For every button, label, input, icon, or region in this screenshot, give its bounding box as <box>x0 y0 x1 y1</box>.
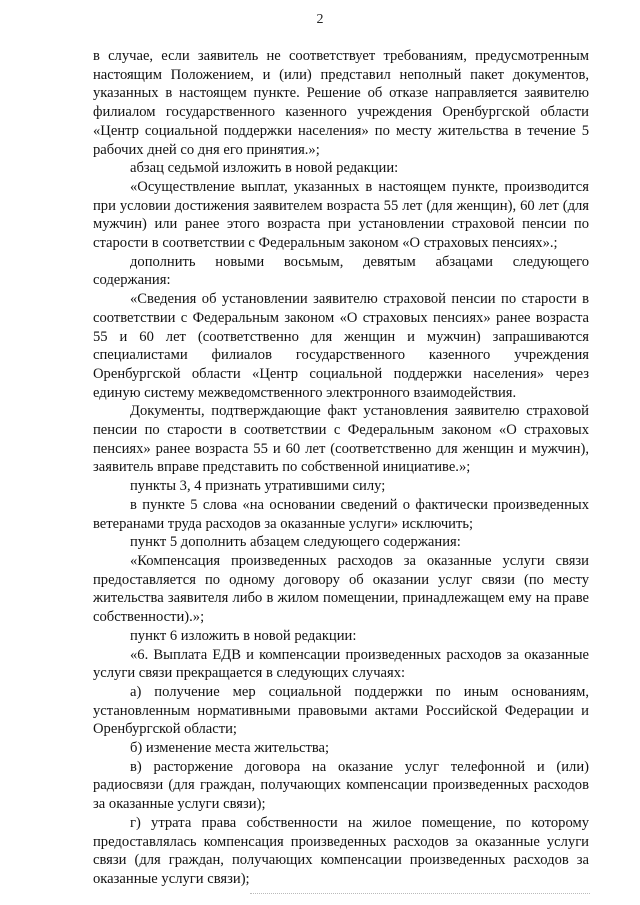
paragraph: пункт 5 дополнить абзацем следующего содержания: <box>130 534 461 551</box>
paragraph: пункты 3, 4 признать утратившими силу; <box>130 478 386 495</box>
list-item: б) изменение места жительства; <box>130 740 330 757</box>
document-body <box>93 47 589 889</box>
page-number: 2 <box>316 12 324 27</box>
paragraph: абзац седьмой изложить в новой редакции: <box>130 160 399 177</box>
list-item: г) утрата права собственности на жилое помещение, по которому предоставлялась компенсация произведенных расходов за оказанные услуги связи (для граждан, получающих компенсации произведенных расходов за оказанные услуги связи); <box>93 814 589 887</box>
list-item: а) получение мер социальной поддержки по иным основаниям, установленным нормативными правовыми актами Российской Федерации и Оренбургской области; <box>93 683 589 738</box>
paragraph: в случае, если заявитель не соответствует требованиям, предусмотренным настоящим Положением, и (или) представил неполный пакет документов, указанных в настоящем пункте. Решение об отказе направляется заявителю филиалом государственного казенного учреждения Оренбургской области «Центр социальной поддержки населения» по месту жительства в течение 5 рабочих дней со дня его принятия.»; <box>93 48 589 158</box>
paragraph: в пункте 5 слова «на основании сведений о фактически произведенных ветеранами труда расходов за оказанные услуги» исключить; <box>93 496 589 532</box>
paragraph: «Компенсация произведенных расходов за оказанные услуги связи предоставляется по одному договору об оказании услуг связи (по месту жительства заявителя либо в жилом помещении, принадлежащем ему на праве собственности).»; <box>93 552 589 626</box>
paragraph: «6. Выплата ЕДВ и компенсации произведенных расходов за оказанные услуги связи прекращается в следующих случаях: <box>93 646 589 682</box>
paragraph: Документы, подтверждающие факт установления заявителю страховой пенсии по старости в соответствии с Федеральным законом «О страховых пенсиях» ранее возраста 55 и 60 лет (соответственно для женщин и мужчин), заявитель вправе представить по собственной инициативе.»; <box>93 403 589 476</box>
paragraph: «Сведения об установлении заявителю страховой пенсии по старости в соответствии с Федеральным законом «О страховых пенсиях» ранее возраста 55 и 60 лет (соответственно для женщин и мужчин) запрашиваются специалистами филиалов государственного казенного учреждения Оренбургской области «Центр социальной поддержки населения» через единую систему межведомственного электронного взаимодействия. <box>93 291 589 401</box>
paragraph: пункт 6 изложить в новой редакции: <box>130 627 357 644</box>
scan-artifact-line <box>250 893 590 897</box>
list-item: в) расторжение договора на оказание услуг телефонной и (или) радиосвязи (для граждан, получающих компенсации произведенных расходов за оказанные услуги связи); <box>93 758 589 813</box>
paragraph: дополнить новыми восьмым, девятым абзацами следующего содержания: <box>93 253 589 289</box>
paragraph: «Осуществление выплат, указанных в настоящем пункте, производится при условии достижения заявителем возраста 55 лет (для женщин), 60 лет (для мужчин) или ранее этого возраста при установлении страховой пенсии по старости в соответствии с Федеральным законом «О страховых пенсиях».; <box>93 178 589 252</box>
